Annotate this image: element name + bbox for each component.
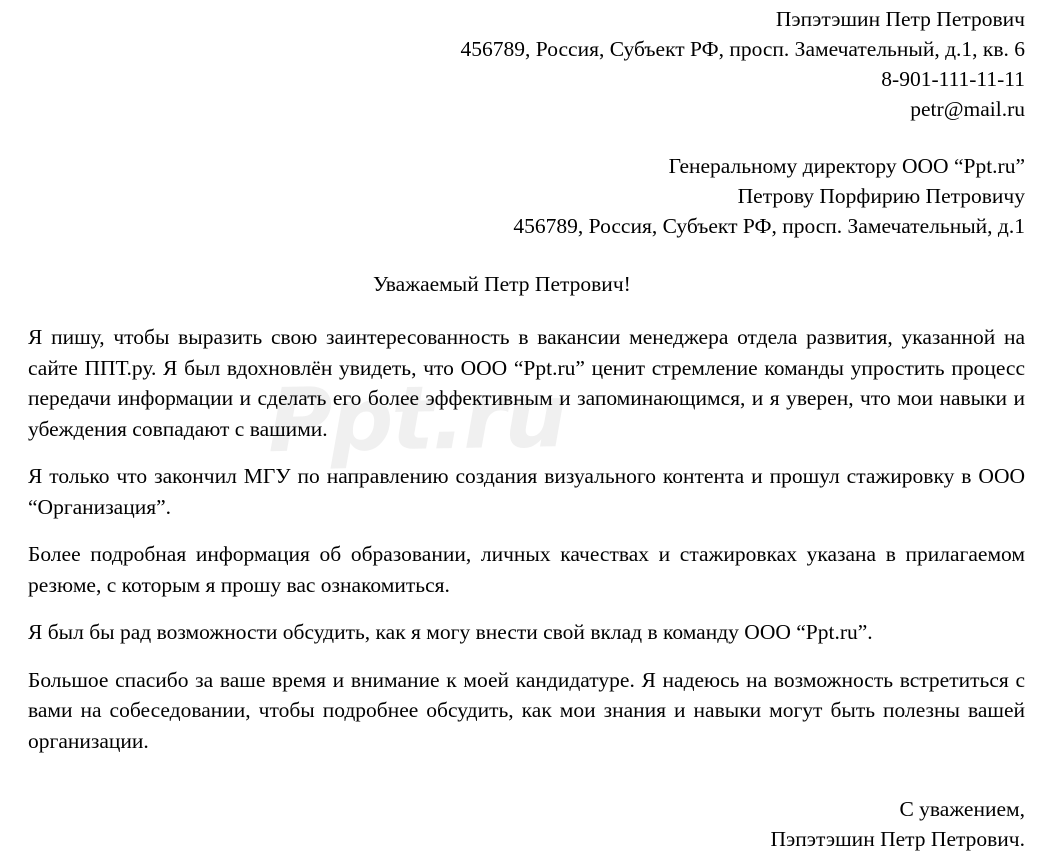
salutation: Уважаемый Петр Петрович! bbox=[373, 272, 631, 296]
sender-address-block bbox=[28, 0, 1025, 124]
closing-salutation: С уважением, bbox=[899, 797, 1025, 821]
body-paragraph-3: Более подробная информация об образовании, личных качествах и стажировках указана в прилагаемом резюме, с которым я прошу вас ознакомиться. bbox=[28, 542, 1025, 597]
signature-block bbox=[28, 794, 1025, 854]
sender-postal-address: 456789, Россия, Субъект РФ, просп. Замечательный, д.1, кв. 6 bbox=[460, 37, 1025, 61]
body-paragraph-2: Я только что закончил МГУ по направлению создания визуального контента и прошул стажировку в ООО “Организация”. bbox=[28, 464, 1025, 519]
body-paragraph-5: Большое спасибо за ваше время и внимание к моей кандидатуре. Я надеюсь на возможность встретиться с вами на собеседовании, чтобы подробнее обсудить, как мои знания и навыки могут быть полезны вашей организации. bbox=[28, 667, 1025, 753]
signature-name: Пэпэтэшин Петр Петрович. bbox=[770, 827, 1025, 851]
body-paragraph-4: Я был бы рад возможности обсудить, как я могу внести свой вклад в команду ООО “Ppt.ru”. bbox=[28, 620, 873, 644]
recipient-name: Петрову Порфирию Петровичу bbox=[737, 184, 1025, 208]
recipient-title: Генеральному директору ООО “Ppt.ru” bbox=[668, 154, 1025, 178]
sender-name: Пэпэтэшин Петр Петрович bbox=[775, 7, 1025, 31]
sender-phone: 8-901-111-11-11 bbox=[881, 67, 1025, 91]
body-paragraph-1: Я пишу, чтобы выразить свою заинтересованность в вакансии менеджера отдела развития, указанной на сайте ППТ.ру. Я был вдохновлён увидеть, что ООО “Ppt.ru” ценит стремление команды упростить процесс передачи информации и сделать его более эффективным и запоминающимся, и я уверен, что мои навыки и убеждения совпадают с вашими. bbox=[28, 325, 1025, 441]
watermark-text: Ppt.ru bbox=[267, 364, 566, 473]
sender-email: petr@mail.ru bbox=[910, 97, 1025, 121]
recipient-address-block bbox=[28, 151, 1025, 241]
letter-body bbox=[28, 322, 1025, 756]
recipient-postal-address: 456789, Россия, Субъект РФ, просп. Замечательный, д.1 bbox=[513, 214, 1025, 238]
